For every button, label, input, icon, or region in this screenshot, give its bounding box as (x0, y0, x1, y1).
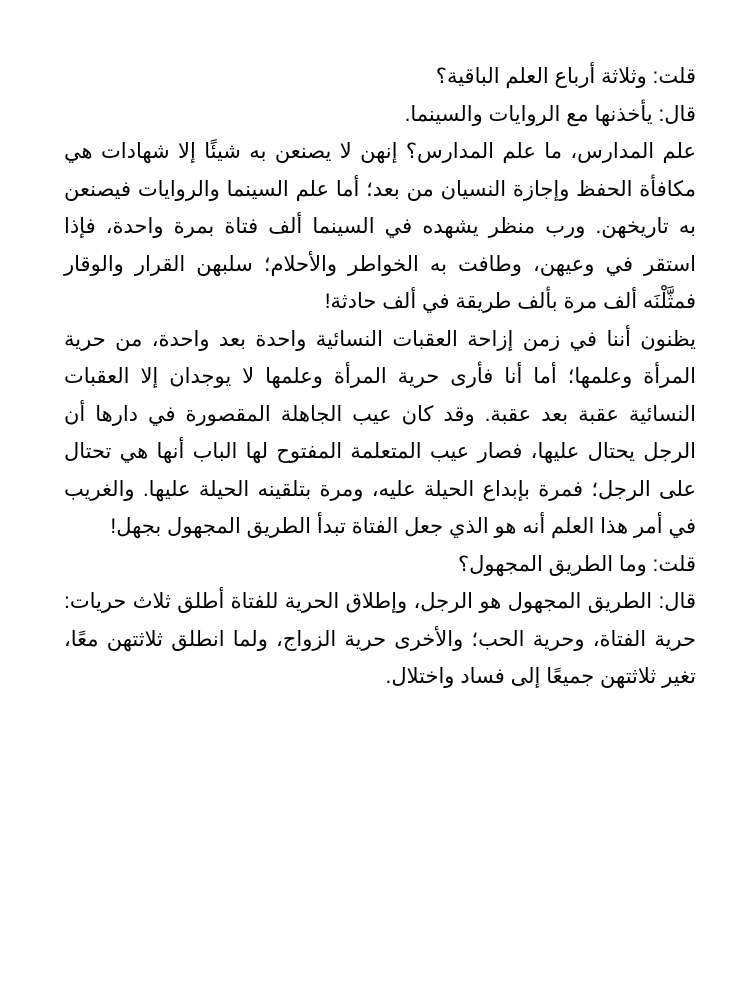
document-body (64, 58, 696, 696)
paragraph-school-knowledge: علم المدارس، ما علم المدارس؟ إنهن لا يصنعن به شيئًا إلا شهادات هي مكافأة الحفظ وإجازة النسيان من بعد؛ أما علم السينما والروايات فيصنعن به تاريخهن. ورب منظر يشهده في السينما ألف فتاة بمرة واحدة، فإذا استقر في وعيهن، وطافت به الخواطر والأحلام؛ سلبهن القرار والوقار فمثَّلْنَه ألف مرة بألف طريقة في ألف حادثة! (64, 140, 696, 313)
paragraph-question-1: قلت: وثلاثة أرباع العلم الباقية؟ (435, 65, 696, 88)
paragraph-question-2: قلت: وما الطريق المجهول؟ (457, 552, 696, 576)
paragraph-answer-1: قال: يأخذنها مع الروايات والسينما. (404, 102, 696, 126)
paragraph-unknown-road: قال: الطريق المجهول هو الرجل، وإطلاق الحرية للفتاة أطلق ثلاث حريات: حرية الفتاة، وحرية الحب؛ والأخرى حرية الزواج، ولما انطلق ثلاثتهن معًا، تغير ثلاثتهن جميعًا إلى فساد واختلال. (64, 590, 696, 688)
paragraph-obstacles: يظنون أننا في زمن إزاحة العقبات النسائية واحدة بعد واحدة، من حرية المرأة وعلمها؛ أما أنا فأرى حرية المرأة وعلمها لا يوجدان إلا العقبات النسائية عقبة بعد عقبة. وقد كان عيب الجاهلة المقصورة في دارها أن الرجل يحتال عليها، فصار عيب المتعلمة المفتوح لها الباب أنها هي تحتال على الرجل؛ فمرة بإبداع الحيلة عليه، ومرة بتلقينه الحيلة عليها. والغريب في أمر هذا العلم أنه هو الذي جعل الفتاة تبدأ الطريق المجهول بجهل! (64, 327, 696, 538)
